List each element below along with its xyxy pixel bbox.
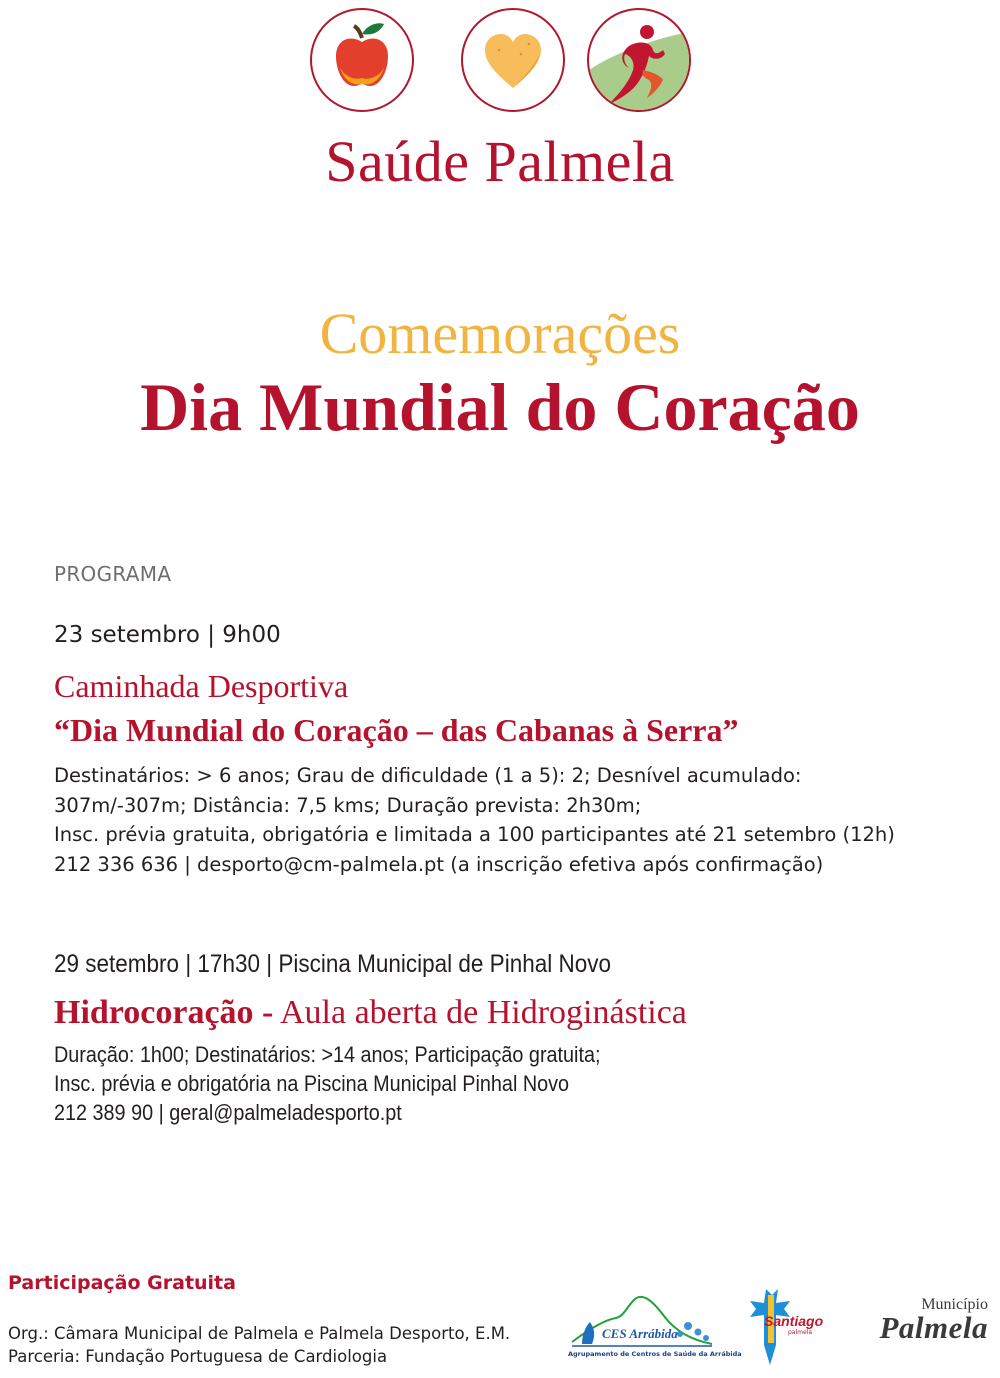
heart-icon <box>461 8 565 112</box>
apple-icon <box>310 8 414 112</box>
event-2-detail-line: Duração: 1h00; Destinatários: >14 anos; Participação gratuita; <box>54 1042 601 1067</box>
event-2-name-rest: Aula aberta de Hidroginástica <box>273 994 687 1031</box>
partner-line: Parceria: Fundação Portuguesa de Cardiologia <box>8 1347 388 1366</box>
event-1-details <box>54 761 895 879</box>
municipio-palmela-logo <box>836 1296 994 1346</box>
event-2-name-bold: Hidrocoração - <box>54 994 274 1031</box>
program-label: PROGRAMA <box>54 562 172 586</box>
event-2-name <box>54 994 687 1032</box>
event-2-details <box>54 1040 600 1127</box>
event-2-detail-line: Insc. prévia e obrigatória na Piscina Municipal Pinhal Novo <box>54 1071 570 1096</box>
ces-subtitle: Agrupamento de Centros de Saúde da Arrábida <box>568 1350 742 1358</box>
event-1-when: 23 setembro | 9h00 <box>54 622 281 648</box>
free-participation-label: Participação Gratuita <box>8 1272 236 1294</box>
ces-name: CES Arrábida <box>602 1326 678 1341</box>
event-2-when: 29 setembro | 17h30 | Piscina Municipal de Pinhal Novo <box>54 950 612 978</box>
palmela-wordmark: Palmela <box>879 1310 988 1345</box>
municipio-label: Município <box>921 1296 988 1313</box>
usf-santiago-logo <box>728 1285 823 1370</box>
event-1-detail-line: Destinatários: > 6 anos; Grau de dificuldade (1 a 5): 2; Desnível acumulado: <box>54 764 802 787</box>
usf-subtitle: palmela <box>788 1329 813 1336</box>
organizers <box>8 1322 510 1368</box>
logo-row <box>308 6 718 116</box>
event-1-detail-line: Insc. prévia gratuita, obrigatória e limitada a 100 participantes até 21 setembro (12h) <box>54 823 895 846</box>
event-1-contact-line: 212 336 636 | desporto@cm-palmela.pt (a inscrição efetiva após confirmação) <box>54 852 824 876</box>
event-1-name: Caminhada Desportiva <box>54 668 349 704</box>
event-2-contact-line: 212 389 90 | geral@palmeladesporto.pt <box>54 1100 402 1125</box>
ces-arrabida-logo <box>568 1290 742 1368</box>
event-1-detail-line: 307m/-307m; Distância: 7,5 kms; Duração prevista: 2h30m; <box>54 793 642 817</box>
hero-subtitle: Comemorações <box>319 301 681 366</box>
brand-title: Saúde Palmela <box>325 129 675 194</box>
hero-title: Dia Mundial do Coração <box>140 369 860 445</box>
runner-icon <box>587 8 691 112</box>
usf-name: Santiago <box>764 1313 824 1329</box>
event-1-subname: “Dia Mundial do Coração – das Cabanas à Serra” <box>54 712 739 748</box>
organizer-line: Org.: Câmara Municipal de Palmela e Palmela Desporto, E.M. <box>8 1324 511 1343</box>
